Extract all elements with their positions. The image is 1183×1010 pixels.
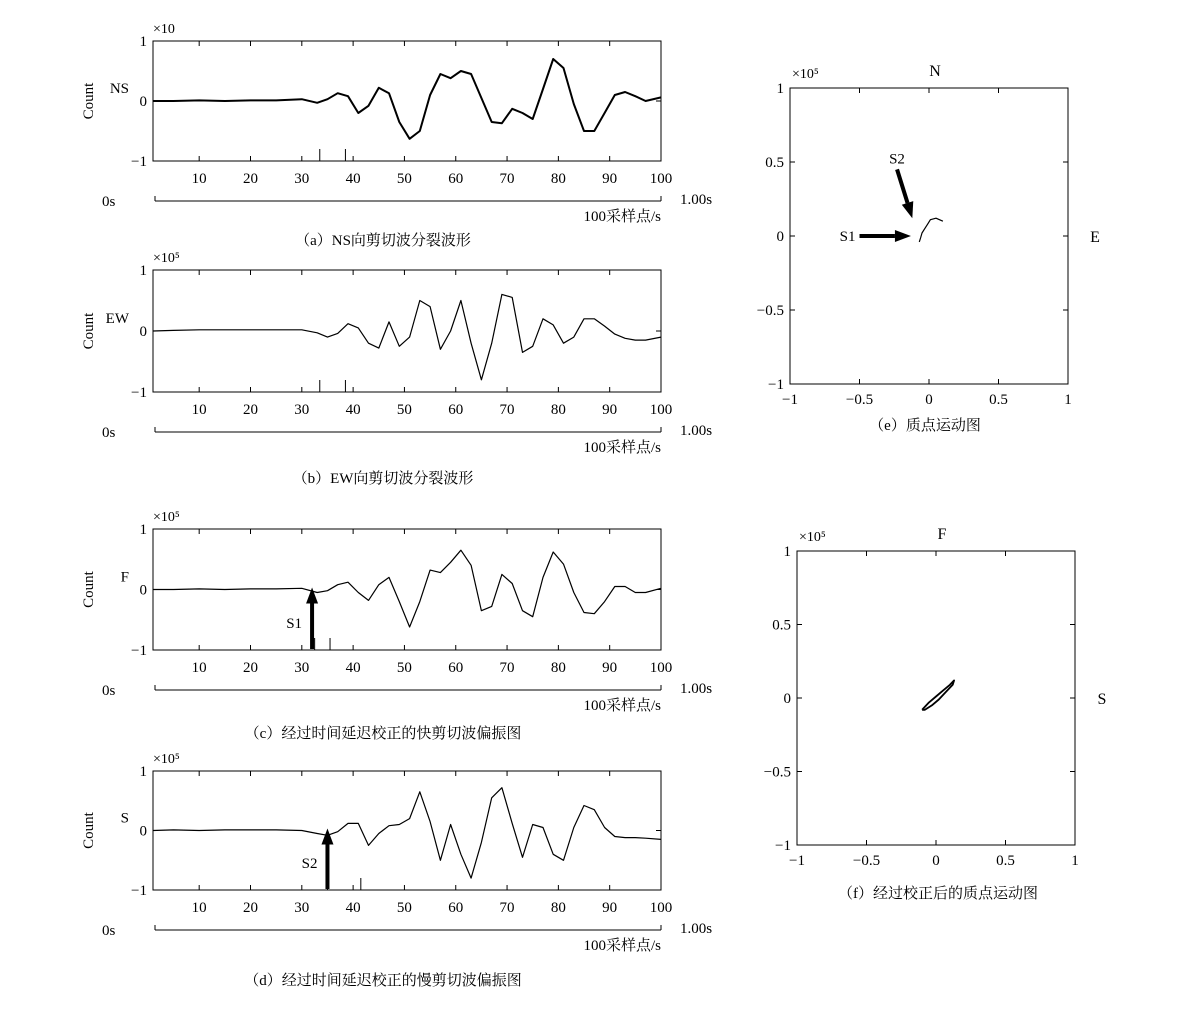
- panel-caption: （e）质点运动图: [869, 418, 981, 434]
- y-tick-label: −0.5: [763, 764, 791, 781]
- time-start-label: 0s: [102, 923, 116, 939]
- panel-caption: （f）经过校正后的质点运动图: [838, 886, 1038, 902]
- time-start-label: 0s: [102, 425, 116, 441]
- x-tick-label: 80: [550, 660, 566, 676]
- channel-label: NS: [109, 81, 129, 97]
- x-tick-label: 50: [396, 900, 412, 916]
- x-tick-label: 100: [649, 900, 673, 916]
- x-tick-label: 0.5: [989, 392, 1008, 408]
- x-tick-label: 80: [550, 402, 566, 418]
- sample-rate-label: 100采样点/s: [583, 209, 661, 225]
- x-tick-label: 100: [649, 402, 673, 418]
- y-multiplier: ×10⁵: [153, 251, 180, 266]
- panel-f: [764, 526, 1107, 902]
- y-tick-label: −1: [131, 883, 147, 899]
- x-tick-label: 100: [649, 660, 673, 676]
- x-tick-label: 20: [242, 402, 258, 418]
- sample-rate-label: 100采样点/s: [583, 440, 661, 456]
- x-tick-label: 10: [191, 171, 207, 187]
- x-tick-label: 90: [602, 402, 618, 418]
- arrival-arrow-label: S2: [301, 856, 318, 872]
- x-tick-label: 70: [499, 900, 515, 916]
- x-tick-label: 20: [242, 171, 258, 187]
- panel-a: [81, 22, 712, 249]
- y-axis-title: Count: [81, 571, 97, 608]
- x-tick-label: 20: [242, 660, 258, 676]
- panel-c: [81, 510, 712, 742]
- y-tick-label: −1: [131, 385, 147, 401]
- x-tick-label: 0.5: [996, 853, 1015, 869]
- y-multiplier: ×10⁵: [153, 510, 180, 525]
- x-tick-label: 1: [1064, 392, 1072, 408]
- channel-label: S: [120, 810, 129, 827]
- y-axis-title: Count: [81, 312, 97, 350]
- arrival-arrow-head: [321, 829, 333, 845]
- channel-label: F: [120, 569, 129, 586]
- right-direction-label: E: [1090, 229, 1100, 246]
- x-tick-label: 30: [294, 660, 310, 676]
- x-tick-label: 80: [550, 900, 566, 916]
- y-tick-label: −1: [775, 838, 791, 854]
- y-tick-label: 0: [139, 94, 147, 110]
- x-tick-label: 50: [396, 171, 412, 187]
- x-tick-label: 90: [602, 660, 618, 676]
- y-tick-label: 1: [776, 81, 784, 97]
- sample-rate-label: 100采样点/s: [583, 938, 661, 954]
- y-tick-label: 0: [139, 324, 147, 340]
- y-tick-label: 1: [139, 263, 147, 279]
- x-tick-label: 40: [345, 660, 361, 676]
- y-multiplier: ×10⁵: [792, 67, 819, 82]
- time-end-label: 1.00s: [680, 423, 713, 439]
- time-end-label: 1.00s: [680, 681, 713, 697]
- right-direction-label: S: [1097, 691, 1107, 708]
- y-tick-label: 1: [139, 764, 147, 780]
- x-tick-label: 70: [499, 660, 515, 676]
- y-tick-label: −1: [768, 377, 784, 393]
- y-tick-label: 0: [783, 691, 791, 707]
- x-tick-label: 30: [294, 171, 310, 187]
- arrival-arrow-head: [895, 230, 911, 242]
- y-tick-label: 1: [783, 544, 791, 560]
- arrival-arrow-label: S1: [839, 229, 856, 245]
- y-tick-label: 0.5: [772, 617, 791, 634]
- arrival-arrow-label: S2: [889, 151, 905, 168]
- x-tick-label: 40: [345, 402, 361, 418]
- x-tick-label: 30: [294, 900, 310, 916]
- x-tick-label: 60: [448, 402, 464, 418]
- y-tick-label: −1: [131, 643, 147, 659]
- x-tick-label: 60: [448, 900, 464, 916]
- x-tick-label: 10: [191, 660, 207, 676]
- x-tick-label: 20: [242, 900, 258, 916]
- y-tick-label: 0: [776, 229, 784, 245]
- panel-caption: （a）NS向剪切波分裂波形: [295, 233, 471, 249]
- waveform-line: [153, 294, 661, 379]
- time-start-label: 0s: [102, 683, 116, 699]
- y-tick-label: −0.5: [756, 303, 784, 319]
- y-tick-label: 1: [139, 34, 147, 50]
- channel-label: EW: [105, 311, 129, 327]
- x-tick-label: 100: [649, 171, 673, 187]
- x-tick-label: 90: [602, 171, 618, 187]
- y-tick-label: 1: [139, 522, 147, 538]
- x-tick-label: 50: [396, 402, 412, 418]
- time-end-label: 1.00s: [680, 192, 713, 208]
- plot-frame: [790, 88, 1068, 384]
- panel-b: [81, 251, 712, 487]
- x-tick-label: 40: [345, 171, 361, 187]
- x-tick-label: 70: [499, 402, 515, 418]
- y-multiplier: ×10⁵: [799, 530, 826, 545]
- x-tick-label: 10: [191, 402, 207, 418]
- x-tick-label: 10: [191, 900, 207, 916]
- x-tick-label: 0: [925, 392, 933, 408]
- x-tick-label: −0.5: [845, 392, 874, 408]
- top-direction-label: N: [929, 63, 941, 80]
- particle-motion-trace: [922, 680, 954, 709]
- y-multiplier: ×10: [153, 22, 175, 37]
- waveform-line: [153, 59, 661, 139]
- x-tick-label: 1: [1071, 853, 1079, 869]
- x-tick-label: 30: [294, 402, 310, 418]
- x-tick-label: −1: [782, 392, 798, 408]
- panel-d: [81, 752, 712, 989]
- x-tick-label: 40: [345, 900, 361, 916]
- y-axis-title: Count: [81, 82, 97, 120]
- x-tick-label: 0: [932, 853, 940, 869]
- y-tick-label: 0: [139, 582, 147, 599]
- arrival-arrow-shaft: [897, 169, 908, 203]
- panel-e: [757, 63, 1100, 434]
- sample-rate-label: 100采样点/s: [583, 698, 661, 714]
- arrival-arrow-label: S1: [286, 616, 303, 632]
- x-tick-label: 60: [448, 171, 464, 187]
- y-tick-label: 0: [139, 823, 147, 840]
- x-tick-label: 70: [499, 171, 515, 187]
- plot-frame: [797, 551, 1075, 845]
- particle-motion-trace: [919, 218, 943, 242]
- x-tick-label: 60: [448, 660, 464, 676]
- arrival-arrow-head: [902, 201, 913, 218]
- panel-caption: （c）经过时间延迟校正的快剪切波偏振图: [244, 726, 522, 742]
- waveform-line: [153, 550, 661, 627]
- y-multiplier: ×10⁵: [153, 752, 180, 767]
- y-tick-label: −1: [131, 154, 147, 170]
- time-start-label: 0s: [102, 194, 116, 210]
- panel-caption: （b）EW向剪切波分裂波形: [292, 471, 474, 487]
- x-tick-label: 90: [602, 900, 618, 916]
- waveform-line: [153, 788, 661, 878]
- y-tick-label: 0.5: [765, 155, 784, 171]
- panel-caption: （d）经过时间延迟校正的慢剪切波偏振图: [244, 973, 522, 989]
- plot-frame: [153, 270, 661, 392]
- time-end-label: 1.00s: [680, 921, 713, 937]
- x-tick-label: 80: [550, 171, 566, 187]
- x-tick-label: −0.5: [852, 853, 881, 869]
- x-tick-label: −1: [789, 853, 805, 869]
- x-tick-label: 50: [396, 660, 412, 676]
- y-axis-title: Count: [81, 812, 97, 849]
- top-direction-label: F: [937, 526, 947, 543]
